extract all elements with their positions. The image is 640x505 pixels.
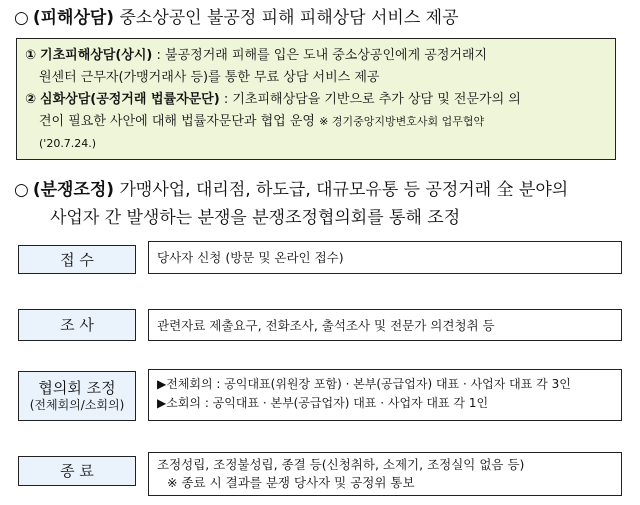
- item-text: : 불공정거래 피해를 입은 도내 중소상공인에게 공정거래지: [156, 48, 488, 63]
- item-text-cont: 원센터 근무자(가맹거래사 등)를 통한 무료 상담 서비스 제공: [39, 70, 380, 85]
- item-text: 견이 필요한 사안에 대해 법률자문단과 협업 운영: [39, 114, 315, 129]
- step-desc-line: 조정성립, 조정불성립, 종결 등(신청취하, 소제기, 조정실익 없음 등): [157, 457, 525, 472]
- bullet-circle: ○: [14, 180, 29, 200]
- step-label: 종 료: [60, 462, 94, 480]
- section-title: (피해상담): [32, 8, 115, 28]
- step-label: 접 수: [60, 250, 94, 269]
- item-advanced-consultation: [25, 89, 605, 111]
- step-label-closure: [18, 456, 136, 486]
- item-number: ①: [25, 48, 37, 63]
- step-label-council-mediation: [18, 371, 136, 421]
- consultation-detail-box: [16, 38, 616, 160]
- step-desc-council-mediation: [148, 369, 622, 421]
- step-desc-line: ※ 종료 시 결과를 분쟁 당사자 및 공정위 통보: [167, 475, 415, 490]
- step-desc-line: ▶소회의 : 공익대표 · 본부(공급업자) 대표 · 사업자 대표 각 1인: [157, 396, 489, 410]
- step-label-receipt: [18, 245, 136, 274]
- step-sublabel: (전체회의/소회의): [29, 398, 125, 412]
- step-label-investigation: [18, 309, 136, 341]
- section-heading-mediation: [14, 178, 568, 202]
- item-text-cont: [25, 111, 605, 133]
- section-text: 중소상공인 불공정 피해 피해상담 서비스 제공: [119, 8, 459, 28]
- step-desc-line: 당사자 신청 (방문 및 온라인 접수): [157, 250, 344, 265]
- section-text-cont: 사업자 간 발생하는 분쟁을 분쟁조정협의회를 통해 조정: [50, 208, 461, 228]
- step-label: 조 사: [60, 316, 94, 334]
- item-number: ②: [25, 92, 37, 107]
- step-desc-closure: [148, 452, 622, 496]
- section-text: 가맹사업, 대리점, 하도급, 대규모유통 등 공정거래 全 분야의: [119, 180, 569, 200]
- step-desc-line: 관련자료 제출요구, 전화조사, 출석조사 및 전문가 의견청취 등: [157, 317, 495, 333]
- item-text: : 기초피해상담을 기반으로 추가 상담 및 전문가의 의: [223, 92, 521, 107]
- section-title: (분쟁조정): [32, 180, 115, 200]
- item-note: ※ 경기중앙지방변호사회 업무협약: [319, 115, 485, 128]
- item-title: 심화상담(공정거래 법률자문단): [40, 92, 220, 107]
- step-label: 협의회 조정: [38, 379, 116, 397]
- item-title: 기초피해상담(상시): [40, 48, 153, 63]
- item-date: ('20.7.24.): [39, 137, 97, 150]
- item-basic-consultation: [25, 45, 605, 67]
- section-heading-consultation: [14, 6, 459, 30]
- step-desc-receipt: [148, 241, 622, 274]
- step-desc-line: ▶전체회의 : 공익대표(위원장 포함) · 본부(공급업자) 대표 · 사업자 대표 각 3인: [157, 377, 571, 391]
- step-desc-investigation: [148, 309, 622, 341]
- bullet-circle: ○: [14, 8, 29, 28]
